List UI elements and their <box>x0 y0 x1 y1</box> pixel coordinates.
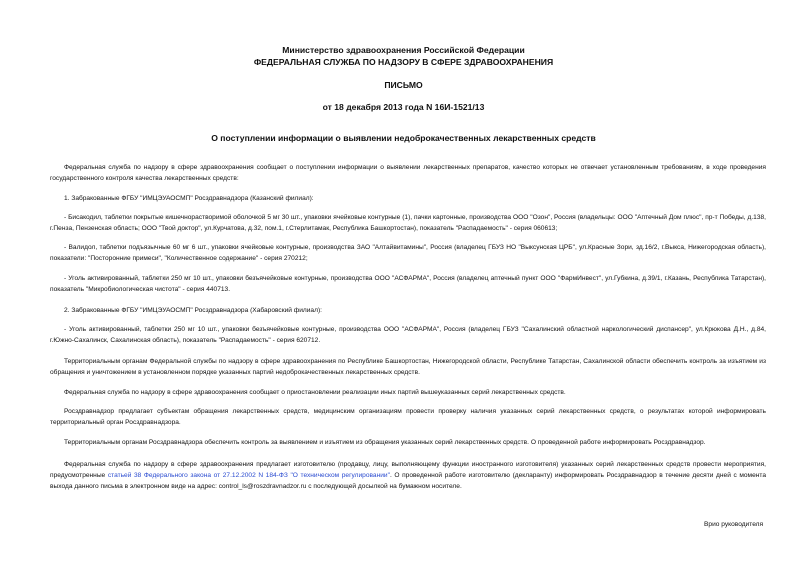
paragraph-bisacodyl: - Бисакодил, таблетки покрытые кишечнорастворимой оболочкой 5 мг 30 шт., упаковки ячейковые контурные (1), пачки картонные, производства ООО "Озон", Россия (владельцы: ООО "Аптечный Дом плюс", пр-т Победы, д.138, г.Пенза, Пензенская область; ООО "Твой доктор", ул.Курчатова, д.32, пом.1, г.Стерлитамак, Республика Башкортостан), показатель "Распадаемость" - серия 060613; <box>50 214 766 232</box>
paragraph-carbon-kazan: - Уголь активированный, таблетки 250 мг 10 шт., упаковки безъячейковые контурные, производства ООО "АСФАРМА", Россия (владелец аптечный пункт ООО "ФармИнвест", ул.Губкина, д.39/1, г.Казань, Республика Татарстан), показатель "Микробиологическая чистота" - серия 440713. <box>50 275 766 293</box>
document-date-number: от 18 декабря 2013 года N 16И-1521/13 <box>322 102 485 112</box>
document-subject: О поступлении информации о выявлении недоброкачественных лекарственных средств <box>211 133 596 143</box>
paragraph-khabarovsk-heading: 2. Забракованные ФГБУ "ИМЦЭУАОСМП" Росздравнадзора (Хабаровский филиал): <box>64 307 322 314</box>
paragraph-territorial-control: Территориальным органам Федеральной службы по надзору в сфере здравоохранения по Республике Башкортостан, Нижегородской области, Республике Татарстан, Сахалинской области обеспечить контроль за изъятием из обращения и уничтожением в установленном порядке указанных партий недоброкачественных лекарственных средств. <box>50 358 766 376</box>
paragraph-manufacturer <box>50 459 766 492</box>
ministry-title: Министерство здравоохранения Российской Федерации <box>282 45 525 55</box>
paragraph-validol: - Валидол, таблетки подъязычные 60 мг 6 шт., упаковки ячейковые контурные, производства ЗАО "Алтайвитамины", Россия (владелец ГБУЗ НО "Выксунская ЦРБ", ул.Красные Зори, зд.16/2, г.Выкса, Нижегородская область), показатели: "Посторонние примеси", "Количественное содержание" - серия 270212; <box>50 244 766 262</box>
service-title: ФЕДЕРАЛЬНАЯ СЛУЖБА ПО НАДЗОРУ В СФЕРЕ ЗДРАВООХРАНЕНИЯ <box>253 57 554 67</box>
paragraph-carbon-sakhalin: - Уголь активированный, таблетки 250 мг 10 шт., упаковки безъячейковые контурные, производства ООО "АСФАРМА", Россия (владелец ГБУЗ "Сахалинский областной наркологический диспансер", ул.Крюкова Д.Н., д.84, г.Южно-Сахалинск, Сахалинская область), показатель "Распадаемость" - серия 620712. <box>50 326 766 344</box>
paragraph-suspension: Федеральная служба по надзору в сфере здравоохранения сообщает о приостановлении реализации иных партий вышеуказанных серий лекарственных средств. <box>64 389 566 396</box>
document-type: ПИСЬМО <box>384 80 423 90</box>
paragraph-territorial-withdrawal: Территориальным органам Росздравнадзора обеспечить контроль за выявлением и изъятием из обращения указанных серий лекарственных средств. О проведенной работе информировать Росздравнадзор. <box>64 439 706 446</box>
law-link[interactable]: статьей 38 Федерального закона от 27.12.2002 N 184-ФЗ "О техническом регулировании" <box>107 472 390 479</box>
manufacturer-text-before: Федеральная служба по надзору в сфере здравоохранения предлагает изготовителю (продавцу, лицу, выполняющему функции иностранного изготовителя) указанных серий лекарственных средств провести мероприятия, предусмотренные <box>50 461 766 479</box>
paragraph-check-proposal: Росздравнадзор предлагает субъектам обращения лекарственных средств, медицинским организациям провести проверку наличия указанных серий лекарственных средств, о результатах которой информировать территориальный орган Росздравнадзора. <box>50 408 766 426</box>
signature: Врио руководителя <box>704 521 764 528</box>
paragraph-kazan-heading: 1. Забракованные ФГБУ "ИМЦЭУАОСМП" Росздравнадзора (Казанский филиал): <box>64 195 314 202</box>
manufacturer-text-after: . О проведенной работе изготовителю (декларанту) информировать Росздравнадзор в течение десяти дней с момента выхода данного письма в электронном виде на адрес: control_ls@roszdravnadzor.ru с последующей досылкой на бумажном носителе. <box>50 472 766 490</box>
paragraph-intro: Федеральная служба по надзору в сфере здравоохранения сообщает о поступлении информации о выявлении лекарственных препаратов, качество которых не отвечает установленным требованиям, в ходе проведения государственного контроля качества лекарственных средств: <box>50 164 766 182</box>
